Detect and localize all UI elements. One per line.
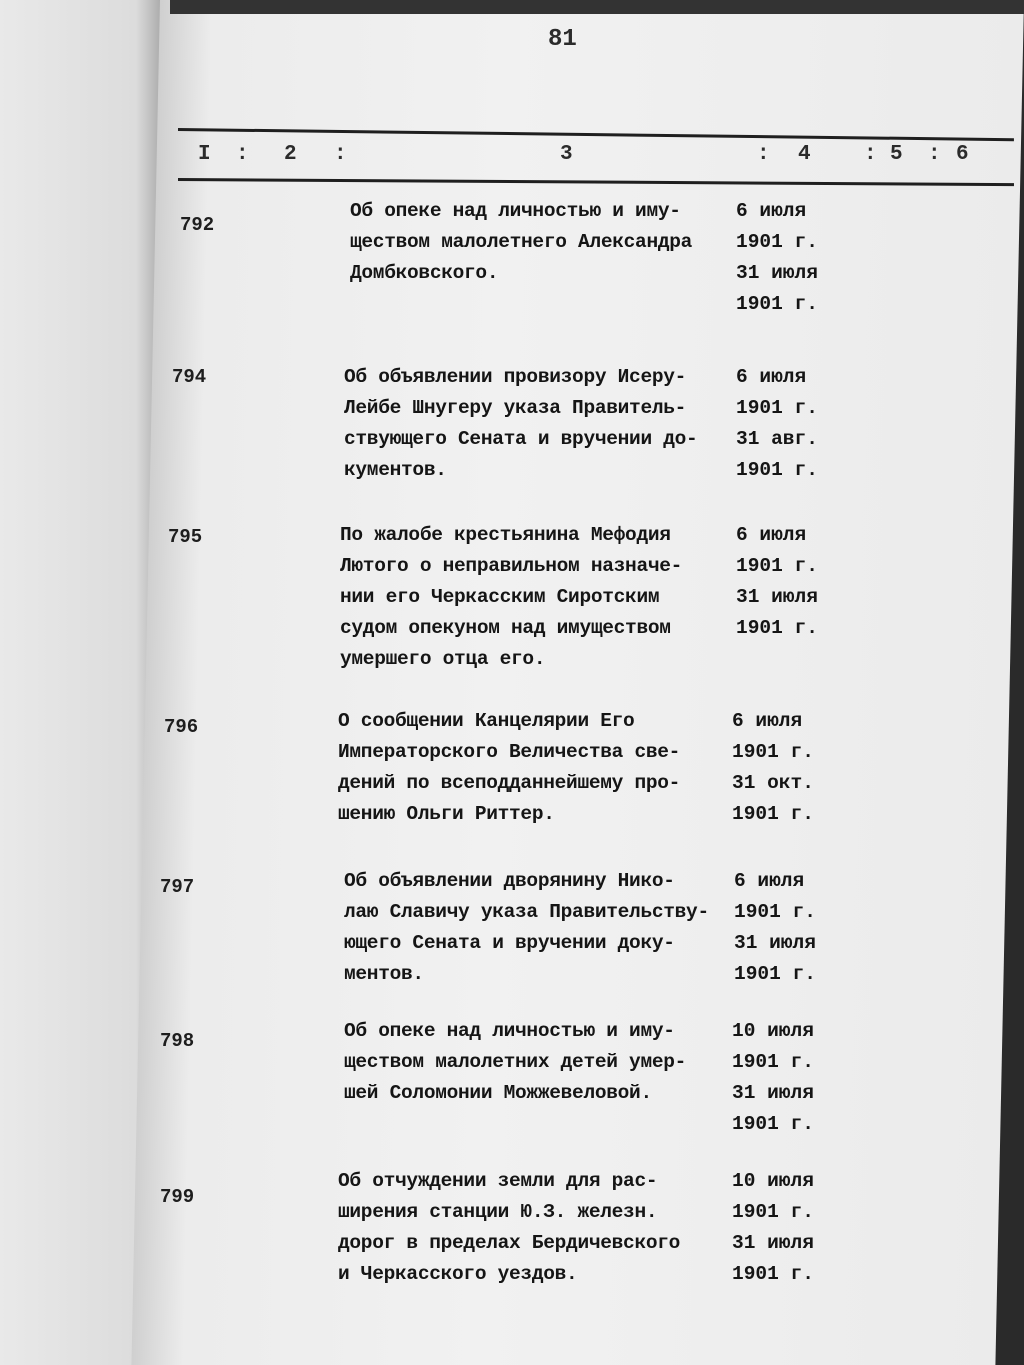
entry-title: Об объявлении дворянину Нико- лаю Славичу указа Правительству- ющего Сената и вручении доку- ментов.	[344, 870, 709, 985]
entry-dates: 6 июля 1901 г. 31 июля 1901 г.	[734, 870, 816, 985]
entry-number: 792	[180, 214, 215, 236]
page-number: 81	[548, 26, 577, 53]
entry-dates: 6 июля 1901 г. 31 июля 1901 г.	[736, 524, 818, 639]
entry-number: 797	[160, 876, 195, 898]
entry-dates: 10 июля 1901 г. 31 июля 1901 г.	[732, 1170, 814, 1285]
column-separator: :	[236, 143, 249, 166]
entry-number: 794	[172, 366, 207, 388]
column-header-2: 2	[284, 143, 297, 166]
top-shadow	[170, 0, 1024, 14]
entry-number: 795	[168, 526, 203, 548]
entry-dates: 6 июля 1901 г. 31 июля 1901 г.	[736, 200, 818, 315]
column-separator: :	[757, 143, 770, 166]
entry-dates: 10 июля 1901 г. 31 июля 1901 г.	[732, 1020, 814, 1135]
entry-title: Об опеке над личностью и иму- ществом малолетних детей умер- шей Соломонии Можжевеловой.	[344, 1020, 687, 1104]
entry-number: 798	[160, 1030, 195, 1052]
column-separator: :	[928, 143, 941, 166]
column-separator: :	[864, 143, 877, 166]
column-header-6: 6	[956, 143, 969, 166]
entry-title: О сообщении Канцелярии Его Императорского Величества све- дений по всеподданнейшему про- шению Ольги Риттер.	[338, 710, 681, 825]
column-header-5: 5	[890, 143, 903, 166]
entry-dates: 6 июля 1901 г. 31 окт. 1901 г.	[732, 710, 814, 825]
entry-title: Об отчуждении земли для рас- ширения станции Ю.З. железн. дорог в пределах Бердичевского и Черкасского уездов.	[338, 1170, 681, 1285]
entry-number: 796	[164, 716, 199, 738]
column-header-4: 4	[798, 143, 811, 166]
entry-title: По жалобе крестьянина Мефодия Лютого о неправильном назначе- нии его Черкасским Сиротским судом опекуном над имуществом умершего отца его.	[340, 524, 683, 670]
entry-title: Об опеке над личностью и иму- ществом малолетнего Александра Домбковского.	[350, 200, 693, 284]
column-header-1: I	[198, 143, 211, 166]
column-header-3: 3	[560, 143, 573, 166]
entry-number: 799	[160, 1186, 195, 1208]
entry-title: Об объявлении провизору Исеру- Лейбе Шнугеру указа Правитель- ствующего Сената и вручении до- кументов.	[344, 366, 698, 481]
column-separator: :	[334, 143, 347, 166]
entry-dates: 6 июля 1901 г. 31 авг. 1901 г.	[736, 366, 818, 481]
